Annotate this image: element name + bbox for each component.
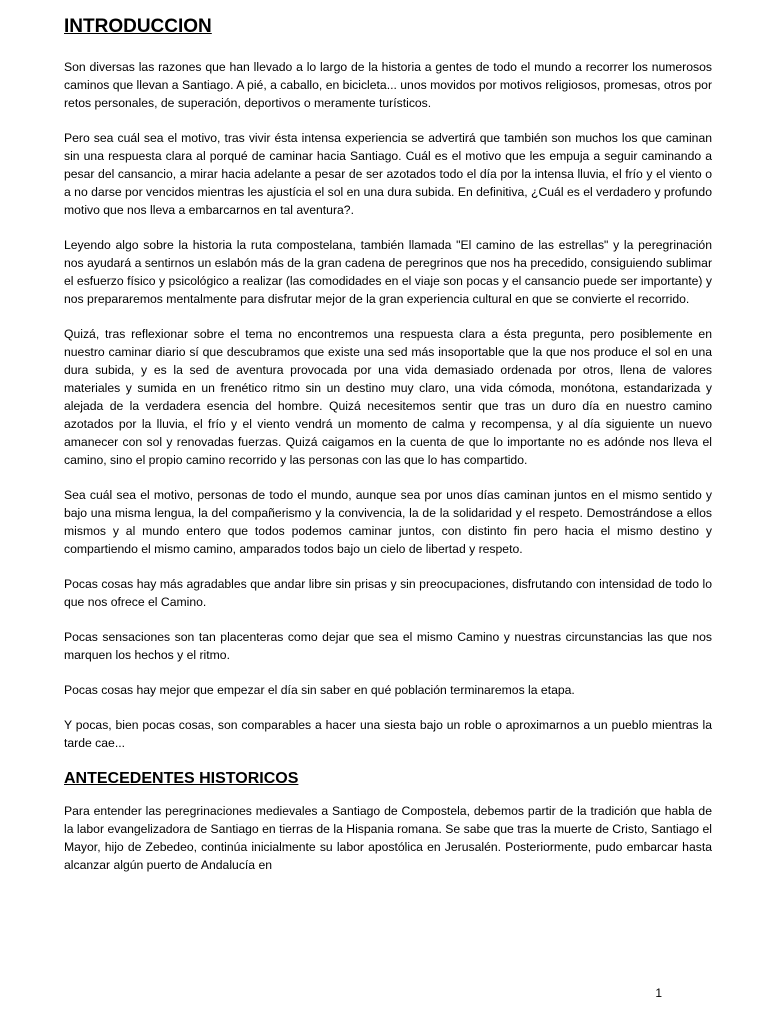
- page-number: 1: [655, 986, 662, 1000]
- paragraph: Pero sea cuál sea el motivo, tras vivir ésta intensa experiencia se advertirá que también son muchos los que caminan sin una respuesta clara al porqué de caminar hacia Santiago. Cuál es el motivo que les empuja a seguir caminando a pesar del cansancio, a mirar hacia adelante a pesar de ser azotados todo el día por la intensa lluvia, el frío y el viento o a no darse por vencidos mientras les ajustícia el sol en una dura subida. En definitiva, ¿Cuál es el verdadero y profundo motivo que nos lleva a embarcarnos en tal aventura?.: [64, 131, 712, 217]
- paragraph: Pocas cosas hay más agradables que andar libre sin prisas y sin preocupaciones, disfrutando con intensidad de todo lo que nos ofrece el Camino.: [64, 577, 712, 609]
- section-body-introduccion: [64, 58, 712, 752]
- paragraph: Son diversas las razones que han llevado a lo largo de la historia a gentes de todo el mundo a recorrer los numerosos caminos que llevan a Santiago. A pié, a caballo, en bicicleta... unos movidos por motivos religiosos, promesas, otros por retos personales, de superación, deportivos o meramente turísticos.: [64, 60, 712, 110]
- paragraph: Leyendo algo sobre la historia la ruta compostelana, también llamada "El camino de las estrellas" y la peregrinación nos ayudará a sentirnos un eslabón más de la gran cadena de peregrinos que nos ha precedido, consiguiendo sublimar el esfuerzo físico y psicológico a realizar (las comodidades en el viaje son pocas y el cansancio puede ser importante) y nos prepararemos mentalmente para disfrutar mejor de la gran experiencia cultural en que se convierte el recorrido.: [64, 238, 712, 306]
- paragraph: Y pocas, bien pocas cosas, son comparables a hacer una siesta bajo un roble o aproximarnos a un pueblo mientras la tarde cae...: [64, 718, 712, 750]
- document-page: [64, 16, 712, 874]
- section-heading-introduccion: INTRODUCCION: [64, 16, 212, 37]
- paragraph: Pocas sensaciones son tan placenteras como dejar que sea el mismo Camino y nuestras circunstancias las que nos marquen los hechos y el ritmo.: [64, 630, 712, 662]
- paragraph: Quizá, tras reflexionar sobre el tema no encontremos una respuesta clara a ésta pregunta, pero posiblemente en nuestro caminar diario sí que descubramos que existe una sed más insoportable que la que nos produce el sol en una dura subida, y es la sed de aventura provocada por una vida demasiado ordenada por otros, llena de valores materiales y sumida en un frenético ritmo sin un destino muy claro, una vida cómoda, monótona, estandarizada y alejada de la verdadera esencia del hombre. Quizá necesitemos sentir que tras un duro día en nuestro camino azotados por la lluvia, el frío y el viento vendrá un momento de calma y recompensa, y al día siguiente un nuevo amanecer con sol y renovadas fuerzas. Quizá caigamos en la cuenta de que lo importante no es adónde nos lleva el camino, sino el propio camino recorrido y las personas con las que lo has compartido.: [64, 327, 712, 467]
- section-heading-antecedentes: ANTECEDENTES HISTORICOS: [64, 770, 299, 787]
- paragraph: Sea cuál sea el motivo, personas de todo el mundo, aunque sea por unos días caminan juntos en el mismo sentido y bajo una misma lengua, la del compañerismo y la convivencia, la de la solidaridad y el respeto. Demostrándose a ellos mismos y al mundo entero que todos podemos caminar juntos, con distinto fin pero hacia el mismo destino y compartiendo el mismo camino, amparados todos bajo un cielo de libertad y respeto.: [64, 488, 712, 556]
- paragraph: Para entender las peregrinaciones medievales a Santiago de Compostela, debemos partir de la tradición que habla de la labor evangelizadora de Santiago en tierras de la Hispania romana. Se sabe que tras la muerte de Cristo, Santiago el Mayor, hijo de Zebedeo, continúa inicialmente su labor apostólica en Jerusalén. Posteriormente, pudo embarcar hasta alcanzar algún puerto de Andalucía en: [64, 804, 712, 872]
- section-body-antecedentes: [64, 802, 712, 874]
- paragraph: Pocas cosas hay mejor que empezar el día sin saber en qué población terminaremos la etapa.: [64, 683, 575, 697]
